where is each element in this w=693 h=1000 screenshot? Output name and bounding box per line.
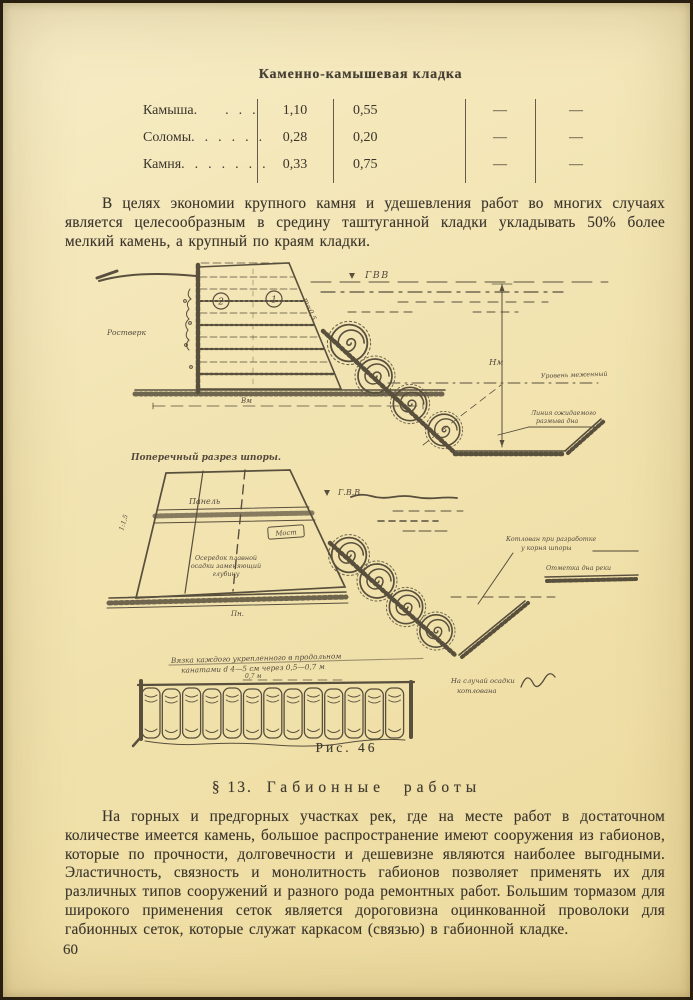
cell-value: —: [569, 102, 583, 118]
middle-gvv-label: Г.В.В.: [338, 488, 363, 497]
height-dim-label: Нм: [489, 358, 504, 368]
side-note-line2: котлована: [457, 687, 497, 695]
bottom-annotation-line2: канатами d 4—5 см через 0,5—0,7 м: [181, 661, 325, 675]
cell-value: —: [569, 156, 583, 172]
pn-label: Пн.: [231, 610, 244, 618]
cell-value: —: [493, 102, 507, 118]
layer-number-1: 1: [271, 295, 277, 306]
rostverk-label: Ростверк: [107, 328, 146, 337]
left-slope-label: 1:1,5: [117, 513, 130, 532]
row-label: Соломы: [143, 129, 192, 145]
top-cross-section: [97, 263, 608, 454]
most-label: Мост: [275, 528, 297, 538]
gabion-paragraph: На горных и предгорных участках рек, где на месте работ в достаточном количестве имеется камень, большое распространение имеют сооружения из габионов, которые по прочности, долговечности и дешевизне являются наиболее выгодными. Эластичность, связность и монолитность габионов позволяет применять их для различных типов сооружений и разного рода ремонтных работ. Большим тормазом для широкого применения сеток является дороговизна оцинкованной проволоки для габионных сеток, которые служат каркасом (связью) в габионной кладке.: [65, 808, 665, 938]
cell-value: 0,33: [282, 156, 308, 172]
section-title: Габионные работы: [266, 779, 482, 796]
row-label: Камыша: [143, 102, 194, 118]
bottom-roll-row: [133, 649, 555, 746]
otmetka-note: Отметка дна реки: [546, 565, 612, 572]
high-water-label: ГВВ: [365, 270, 390, 281]
table-row: [133, 151, 645, 178]
inner-note-line3: глубину: [212, 570, 240, 578]
signature-scribble: [521, 674, 555, 687]
row-label: Камня: [143, 156, 182, 172]
cell-value: —: [493, 156, 507, 172]
scour-note-line1: Линия ожидаемого: [531, 410, 596, 417]
width-dim-label: Вм: [241, 397, 252, 405]
section-number: § 13.: [211, 779, 253, 796]
middle-spur-section: [107, 452, 638, 657]
dot-leader: . . . .: [193, 102, 257, 118]
kotlovan-note-line1: Котлован при разработке: [506, 536, 597, 543]
cell-value: 0,75: [353, 156, 378, 172]
slope-label: m=0,5: [301, 296, 318, 322]
cell-value: —: [569, 129, 583, 145]
page-number: 60: [63, 942, 78, 958]
table-row: [133, 124, 645, 151]
spacing-dim-label: 0,7 м: [245, 673, 262, 680]
inner-note-line1: Осередок плавной: [194, 554, 258, 562]
cell-value: 0,20: [353, 129, 378, 145]
side-note-line1: На случай осадки: [451, 677, 515, 685]
low-water-note: Уровень меженный: [540, 370, 608, 380]
dot-leader: . . . . . . .: [181, 156, 267, 172]
dot-leader: . . . . . .: [191, 129, 264, 145]
intro-paragraph: В целях экономии крупного камня и удешевления работ во многих случаях является целесообразным в средину таштуганной кладки укладывать 50% более мелкий камень, а крупный по краям кладки.: [65, 195, 665, 250]
cell-value: —: [493, 129, 507, 145]
kotlovan-note-line2: у корня шпоры: [521, 545, 572, 552]
figure-46-drawing: [93, 259, 693, 751]
table-row: [133, 97, 645, 124]
cell-value: 1,10: [282, 102, 308, 118]
section-heading: [3, 779, 690, 797]
panel-label: Панель: [189, 497, 221, 506]
bottom-annotation-line1: Вязка каждого укрепленного в продольном: [170, 651, 342, 665]
figure-caption: Рис. 46: [315, 740, 378, 755]
middle-title: Поперечный разрез шпоры.: [131, 453, 282, 463]
inner-note-line2: осадки заменяющий: [190, 562, 262, 570]
layer-number-2: 2: [218, 297, 224, 308]
stone-reed-table: [133, 97, 645, 187]
cell-value: 0,55: [353, 102, 378, 118]
cell-value: 0,28: [282, 129, 308, 145]
scour-note-line2: размыва дна: [536, 418, 579, 425]
table-title: Каменно-камышевая кладка: [258, 67, 463, 82]
